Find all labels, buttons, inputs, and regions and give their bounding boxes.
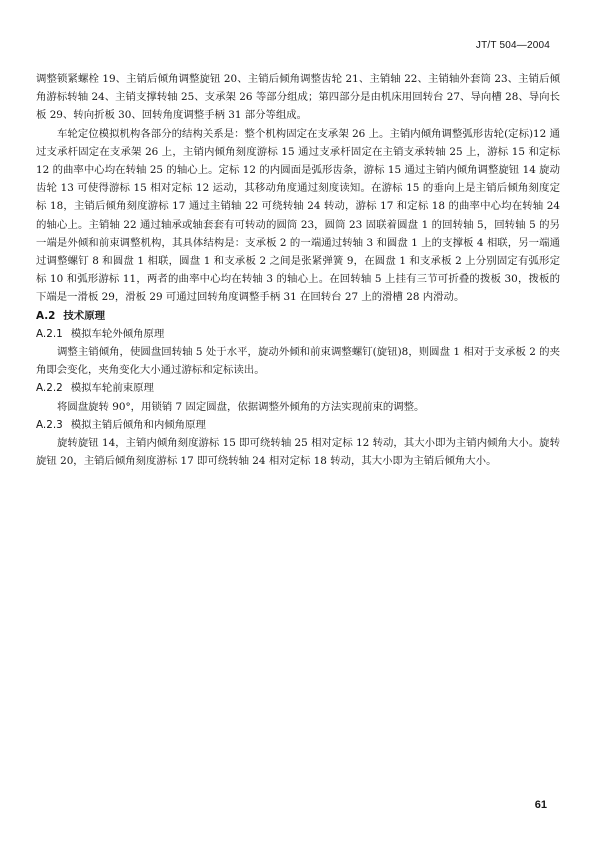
section-a22-title: 模拟车轮前束原理 [70, 382, 154, 395]
section-a23-title: 模拟主销后倾角和内倾角原理 [70, 418, 206, 431]
section-a21-number: A.2.1 [36, 327, 63, 340]
document-body [36, 70, 560, 470]
section-a22-text: 将圆盘旋转 90°，用锁销 7 固定圆盘，依据调整外倾角的方法实现前束的调整。 [57, 400, 425, 413]
section-a2-heading [36, 307, 560, 325]
section-a22-heading [36, 379, 560, 397]
page-number: 61 [534, 799, 547, 811]
section-a21-text: 调整主销倾角，使圆盘回转轴 5 处于水平，旋动外倾和前束调整螺钉(旋钮)8，则圆盘 1 相对于支承板 2 的夹角即会变化，夹角变化大小通过游标和定标读出。 [36, 346, 560, 377]
section-a23-number: A.2.3 [36, 418, 63, 431]
section-a2-number: A.2 [36, 309, 56, 322]
paragraph-structure: 车轮定位模拟机构各部分的结构关系是：整个机构固定在支承架 26 上。主销内倾角调整弧形齿轮(定标)12 通过支承杆固定在支承架 26 上，主销内倾角刻度游标 15 通过支承杆固定在主销支承转轴 25 上，游标 15 和定标 12 的曲率中心均在转轴 25 的轴心上。定标 12 的内圆面是弧形齿条，游标 15 通过主销内倾角调整旋钮 14 旋动齿轮 13 可使得游标 15 相对定标 12 运动，其移动角度通过刻度读知。在游标 15 的垂向上是主销后倾角刻度定标 18，主销后倾角刻度游标 17 通过主销轴 22 可绕转轴 24 转动，游标 17 和定标 18 的曲率中心均在转轴 24 的轴心上。主销轴 22 通过轴承或轴套套有可转动的圆筒 23，圆筒 23 固联着圆盘 1 的回转轴 5，回转轴 5 的另一端是外倾和前束调整机构，其具体结构是：支承板 2 的一端通过转轴 3 和圆盘 1 上的支撑板 4 相联，另一端通过调整螺钉 8 和圆盘 1 相联，圆盘 1 和支承板 2 之间是张紧弹簧 9，在圆盘 1 和支承板 2 上分别固定有弧形定标 10 和弧形游标 11，两者的曲率中心均在转轴 3 的轴心上。在回转轴 5 上挂有三节可折叠的拨板 30，拨板的下端是一滑板 29，滑板 29 可通过回转角度调整手柄 31 在回转台 27 上的滑槽 28 内滑动。 [36, 127, 560, 304]
section-a23-text: 旋转旋钮 14，主销内倾角刻度游标 15 即可绕转轴 25 相对定标 12 转动，其大小即为主销内倾角大小。旋转旋钮 20，主销后倾角刻度游标 17 即可绕转轴 24 相对定标 18 转动，其大小即为主销后倾角大小。 [36, 437, 560, 468]
section-a21-heading [36, 325, 560, 343]
section-a22-number: A.2.2 [36, 382, 63, 395]
standard-code: JT/T 504—2004 [475, 40, 550, 51]
section-a2-title: 技术原理 [63, 309, 105, 322]
section-a23-heading [36, 416, 560, 434]
section-a21-title: 模拟车轮外倾角原理 [70, 327, 165, 340]
paragraph-intro-continued: 调整锁紧螺栓 19、主销后倾角调整旋钮 20、主销后倾角调整齿轮 21、主销轴 22、主销轴外套筒 23、主销后倾角游标转轴 24、主销支撑转轴 25、支承架 26 等部分组成；第四部分是由机床用回转台 27、导向槽 28、导向长板 29、转向折板 30、回转角度调整手柄 31 部分等组成。 [36, 73, 560, 122]
